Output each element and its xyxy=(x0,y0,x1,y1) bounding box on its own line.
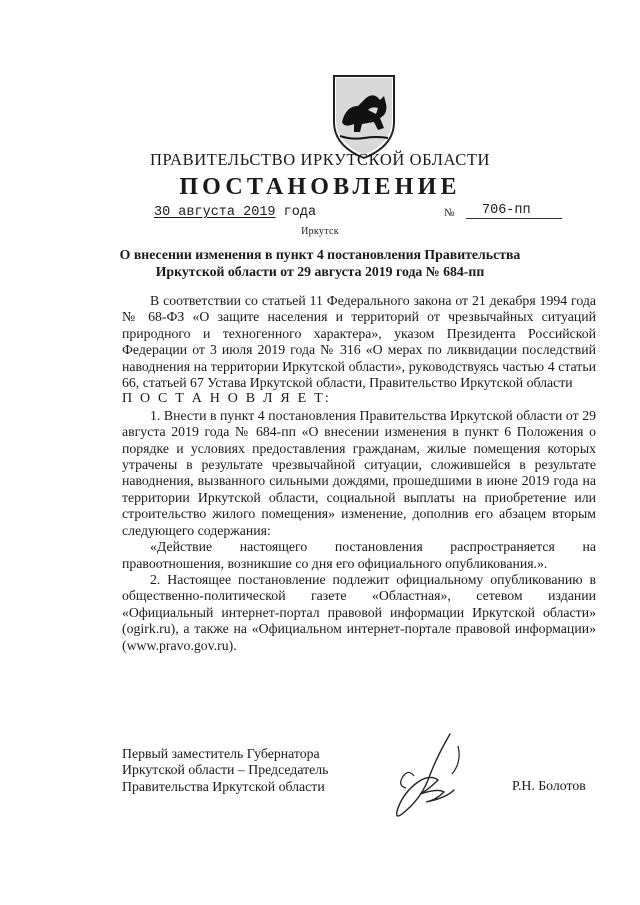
signatory-name: Р.Н. Болотов xyxy=(512,778,586,793)
city-label: Иркутск xyxy=(301,226,339,237)
resolves-heading: П О С Т А Н О В Л Я Е Т: xyxy=(122,391,331,407)
government-title: ПРАВИТЕЛЬСТВО ИРКУТСКОЙ ОБЛАСТИ xyxy=(149,150,491,169)
position-line-1: Первый заместитель Губернатора xyxy=(122,746,320,761)
document-subject xyxy=(110,246,530,280)
document-type-title: ПОСТАНОВЛЕНИЕ xyxy=(179,174,461,200)
position-line-2: Иркутской области – Председатель xyxy=(122,762,329,778)
date-suffix: года xyxy=(283,205,317,220)
coat-of-arms-icon xyxy=(322,70,406,162)
signatory-position xyxy=(122,746,328,795)
item-1-paragraph: 1. Внести в пункт 4 постановления Правительства Иркутской области от 29 августа 2019 года № 684-пп «О внесении изменения в пункт 6 Положения о порядке и условиях предоставления гражданам, жилые помещения которых утрачены в результате чрезвычайной ситуации, сложившейся в результате наводнения, вызванного сильными дождями, прошедшими в июне 2019 года на территории Иркутской области, социальной выплаты на приобретение или строительство жилого помещения» изменение, дополнив его абзацем вторым следующего содержания: xyxy=(122,407,596,538)
number-sign: № xyxy=(444,207,455,219)
preamble-paragraph: В соответствии со статьей 11 Федерального закона от 21 декабря 1994 года № 68-ФЗ «О защите населения и территорий от чрезвычайных ситуаций природного и техногенного характера», указом Президента Российской Федерации от 3 июля 2019 года № 316 «О мерах по ликвидации последствий наводнения на территории Иркутской области», руководствуясь частью 4 статьи 66, статьей 67 Устава Иркутской области, Правительство Иркутской области xyxy=(122,293,596,391)
date-value: 30 августа 2019 xyxy=(154,205,276,220)
quote-paragraph: «Действие настоящего постановления распространяется на правоотношения, возникшие со дня его официального опубликования.». xyxy=(122,539,596,571)
document-body xyxy=(122,293,596,654)
document-date xyxy=(154,205,316,220)
subject-line-2: Иркутской области от 29 августа 2019 года № 684-пп xyxy=(155,264,485,279)
position-line-3: Правительства Иркутской области xyxy=(122,778,325,794)
handwritten-signature-icon xyxy=(358,728,478,824)
item-2-paragraph: 2. Настоящее постановление подлежит официальному опубликованию в общественно-политической газете «Областная», сетевом издании «Официальный интернет-портал правовой информации Иркутской области» (ogirk.ru), а также на «Официальном интернет-портале правовой информации» (www.pravo.gov.ru). xyxy=(122,571,596,653)
subject-line-1: О внесении изменения в пункт 4 постановления Правительства xyxy=(119,247,521,262)
document-number: 706-пп xyxy=(466,203,562,219)
